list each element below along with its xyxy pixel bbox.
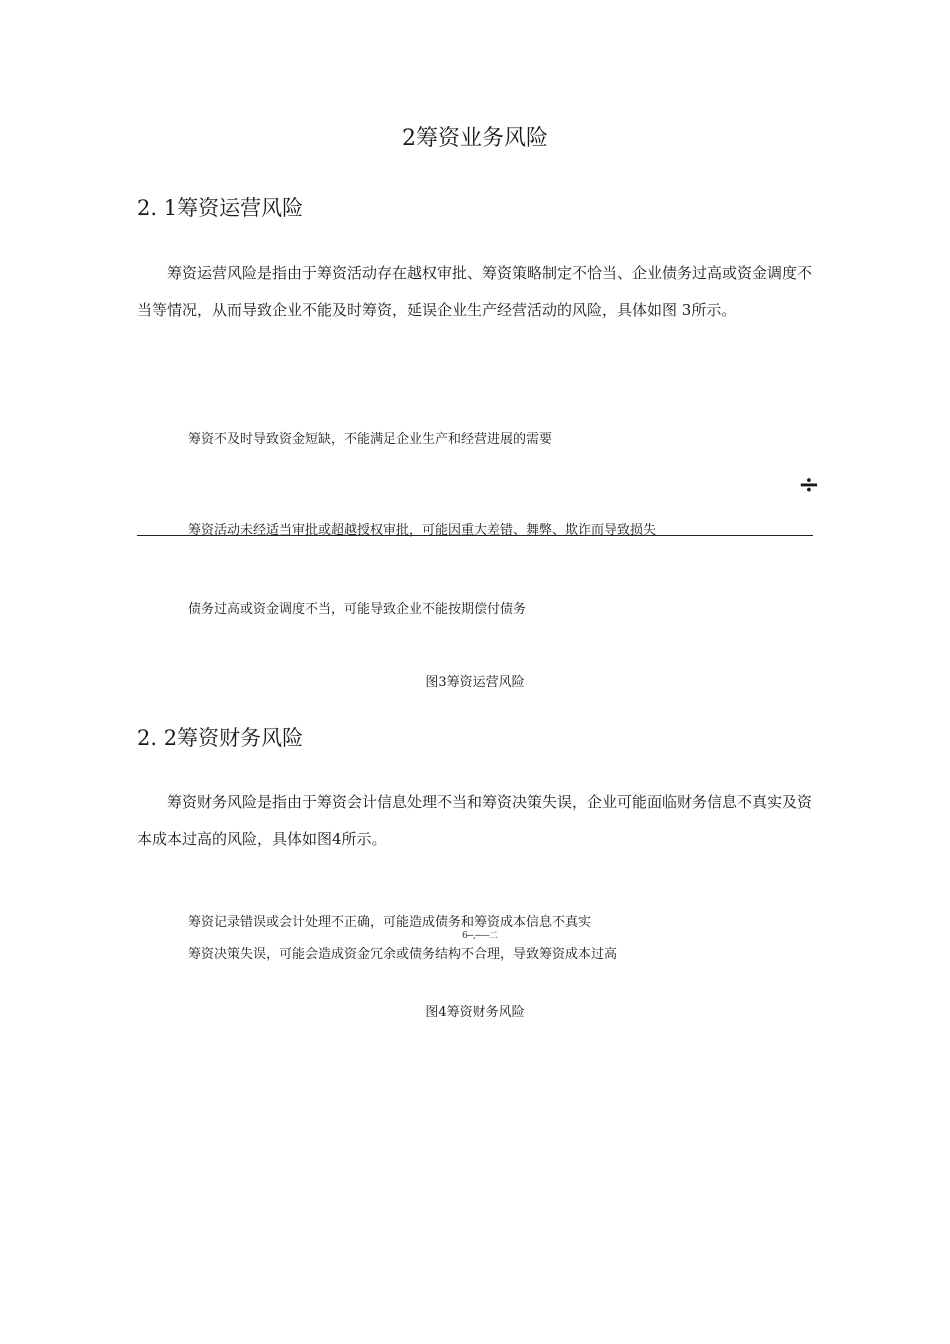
- figure-3-divider-line: [137, 535, 813, 536]
- figure-4-caption: 图4筹资财务风险: [425, 1005, 525, 1020]
- figure-3-caption: 图3筹资运营风险: [425, 675, 525, 690]
- figure-4-connector-marks: 6---,---—二: [462, 931, 497, 941]
- figure-4-item-1: 筹资记录错误或会计处理不正确，可能造成债务和筹资成本信息不真实: [188, 915, 592, 930]
- section-paragraph-2-2: 筹资财务风险是指由于筹资会计信息处理不当和筹资决策失误，企业可能面临财务信息不真实及资本成本过高的风险，具体如图4所示。: [137, 793, 813, 848]
- figure-3-item-3: 债务过高或资金调度不当，可能导致企业不能按期偿付债务: [188, 602, 527, 617]
- section-heading-2-2: 2. 2筹资财务风险: [137, 726, 304, 750]
- section-paragraph-2-1: 筹资运营风险是指由于筹资活动存在越权审批、筹资策略制定不恰当、企业债务过高或资金调度不当等情况，从而导致企业不能及时筹资，延误企业生产经营活动的风险，具体如图 3所示。: [137, 264, 813, 319]
- figure-4-item-2: 筹资决策失误，可能会造成资金冗余或债务结构不合理，导致筹资成本过高: [188, 947, 618, 962]
- figure-3-item-1: 筹资不及时导致资金短缺，不能满足企业生产和经营进展的需要: [188, 432, 553, 447]
- figure-3-item-2: 筹资活动未经适当审批或超越授权审批，可能因重大差错、舞弊、欺诈而导致损失: [188, 523, 657, 538]
- document-title: 2筹资业务风险: [402, 126, 548, 151]
- division-symbol: ÷: [798, 470, 820, 500]
- section-heading-2-1: 2. 1筹资运营风险: [137, 196, 304, 220]
